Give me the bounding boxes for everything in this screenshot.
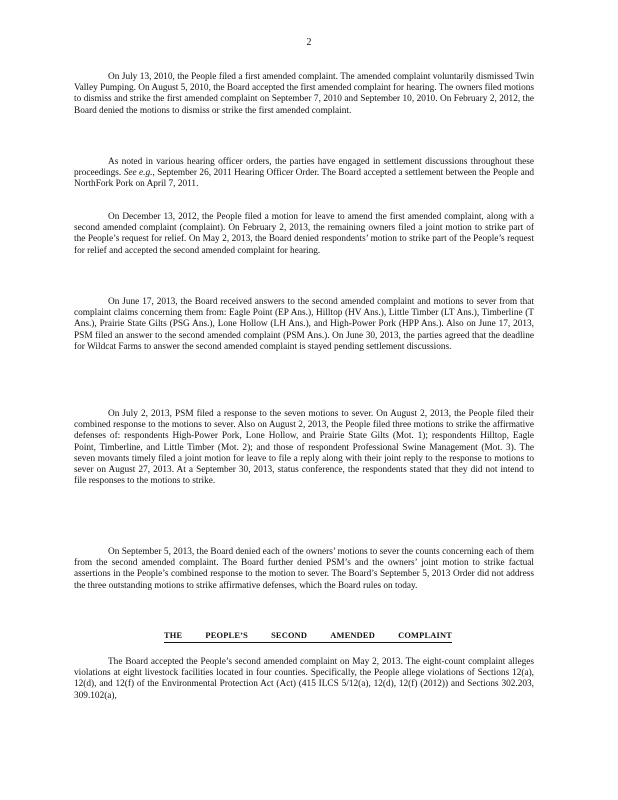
citation-see: See — [123, 168, 137, 179]
paragraph-answers-and-motions — [74, 297, 534, 353]
page-number: 2 — [306, 37, 312, 48]
heading-word: PEOPLE’S — [205, 631, 248, 640]
paragraph-text: On September 5, 2013, the Board denied each of the owners’ motions to sever the counts concerning each of them from the second amended complaint. The Board further denied PSM’s and the owners’ joint motion to strike factual assertions in the People’s combined response to the motion to sever. The Board’s September 5, 2013 Order did not address the three outstanding motions to strike affirmative defenses, which the Board rules on today. — [74, 547, 534, 591]
paragraph-second-amended-complaint — [74, 212, 534, 257]
paragraph-responses-and-motions-to-strike — [74, 409, 534, 487]
heading-word: THE — [164, 631, 183, 640]
paragraph-text: The Board accepted the People’s second amended complaint on May 2, 2013. The eight-count complaint alleges violations at eight livestock facilities located in four counties. Specifically, the People allege violations of Sections 12(a), 12(d), and 12(f) of the Environmental Protection Act (Act) (415 ILCS 5/12(a), 12(d), 12(f) (2012)) and Sections 302.203, 309.102(a), — [74, 657, 534, 701]
paragraph-complaint-allegations — [74, 657, 534, 702]
paragraph-board-order — [74, 547, 534, 592]
heading-word: COMPLAINT — [398, 631, 452, 640]
heading-word: SECOND — [271, 631, 308, 640]
paragraph-text: On June 17, 2013, the Board received answers to the second amended complaint and motions to sever from that complaint claims concerning them from: Eagle Point (EP Ans.), Hilltop (HV Ans.), Little Timber (LT Ans.), Timberline (T Ans.), Prairie State Gilts (PSG Ans.), Lone Hollow (LH Ans.), and High-Power Pork (HPP Ans.). Also on June 17, 2013, PSM filed an answer to the second amended complaint (PSM Ans.). On June 30, 2013, the parties agreed that the deadline for Wildcat Farms to answer the second amended complaint is stayed pending settlement discussions. — [74, 297, 534, 352]
paragraph-text: On December 13, 2012, the People filed a motion for leave to amend the first amended complaint, along with a second amended complaint (complaint). On February 2, 2013, the remaining owners filed a joint motion to strike part of the People’s request for relief. On May 2, 2013, the Board denied respondents’ motion to strike part of the People’s request for relief and accepted the second amended complaint for hearing. — [74, 212, 534, 256]
paragraph-text: On July 13, 2010, the People filed a first amended complaint. The amended complaint voluntarily dismissed Twin Valley Pumping. On August 5, 2010, the Board accepted the first amended complaint for hearing. The owners filed motions to dismiss and strike the first amended complaint on September 7, 2010 and September 10, 2010. On February 2, 2012, the Board denied the motions to dismiss or strike the first amended complaint. — [74, 72, 534, 116]
citation-eg: e.g. — [139, 168, 153, 179]
paragraph-text: As noted in various hearing officer orders, the parties have engaged in settlement discussions throughout these proceedings. — [74, 157, 534, 179]
paragraph-first-amended-complaint — [74, 72, 534, 117]
citation-text: , September 26, 2011 Hearing Officer Order. The Board accepted a settlement between the People and NorthFork Pork on April 7, 2011. — [74, 168, 534, 190]
paragraph-settlement-discussions — [74, 157, 534, 191]
paragraph-text: On July 2, 2013, PSM filed a response to the seven motions to sever. On August 2, 2013, the People filed their combined response to the motions to sever. Also on August 2, 2013, the People filed three motions to strike the affirmative defenses of: respondents High-Power Pork, Lone Hollow, and Prairie State Gilts (Mot. 1); respondents Hilltop, Eagle Point, Timberline, and Little Timber (Mot. 2); and those of respondent Professional Swine Management (Mot. 3). The seven movants timely filed a joint motion for leave to file a reply along with their joint reply to the response to motions to sever on August 27, 2013. At a September 30, 2013, status conference, the respondents stated that they did not intend to file responses to the motions to strike. — [74, 409, 534, 487]
section-heading — [164, 630, 452, 643]
heading-word: AMENDED — [330, 631, 375, 640]
